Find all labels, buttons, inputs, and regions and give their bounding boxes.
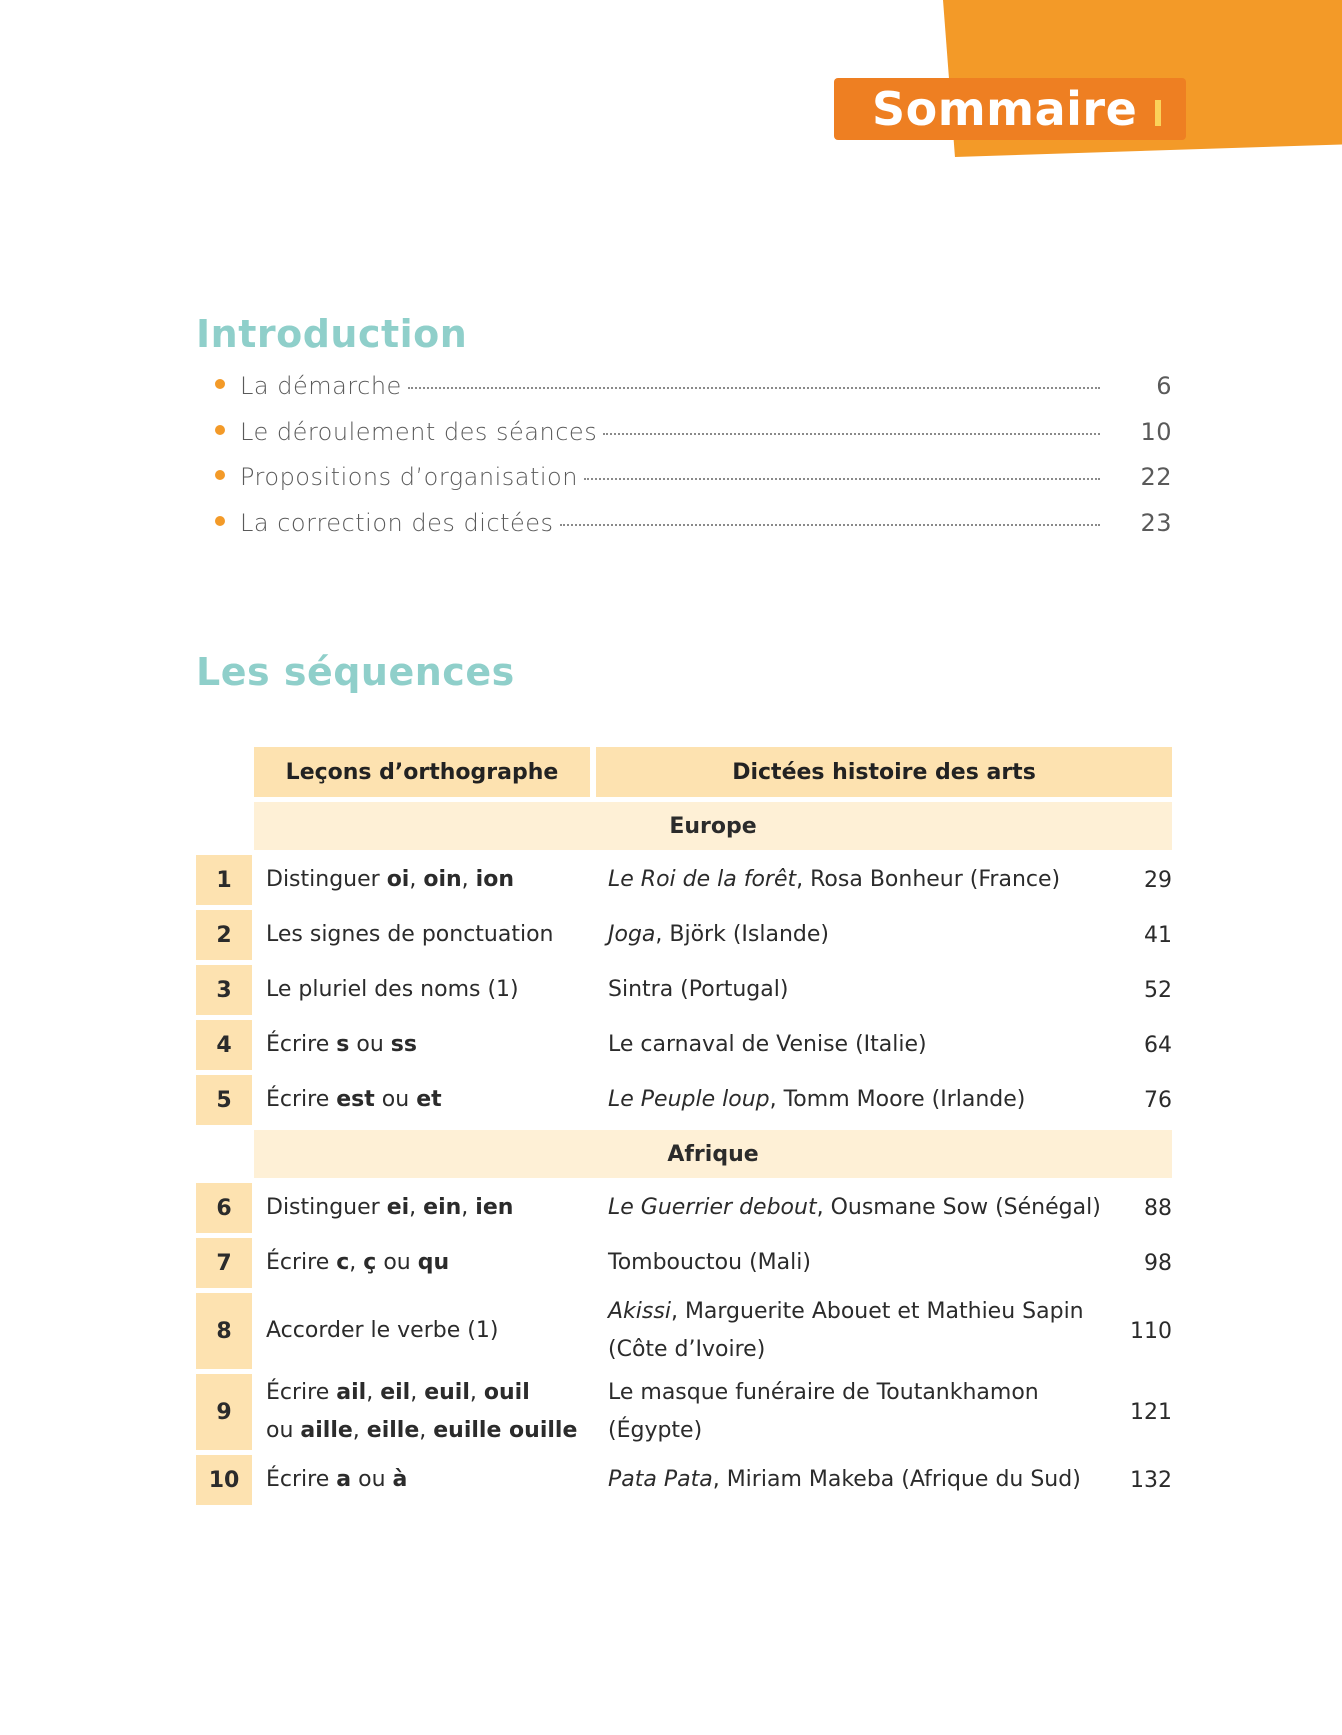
region-label: Europe <box>254 802 1172 850</box>
sequence-number: 10 <box>196 1455 254 1505</box>
table-row[interactable] <box>196 1020 1172 1070</box>
lesson-cell: Distinguer ei, ein, ien <box>266 1195 514 1220</box>
intro-item-page: 22 <box>1140 463 1172 491</box>
lesson-cell: Accorder le verbe (1) <box>266 1318 499 1343</box>
page-number: 52 <box>1144 977 1172 1003</box>
dot-leader <box>603 433 1100 435</box>
intro-item-page: 10 <box>1140 417 1172 446</box>
dictee-cell: Pata Pata, Miriam Makeba (Afrique du Sud) <box>608 1467 1081 1492</box>
lesson-cell: Distinguer oi, oin, ion <box>266 867 514 892</box>
sequences-table <box>196 742 1172 1510</box>
intro-item[interactable] <box>196 372 1172 418</box>
table-row[interactable] <box>196 1293 1172 1369</box>
intro-item-label: Le déroulement des séances <box>240 417 598 446</box>
dictee-cell: Le Peuple loup, Tomm Moore (Irlande) <box>608 1087 1026 1112</box>
dictee-cell: Tombouctou (Mali) <box>608 1250 811 1275</box>
sequence-number: 9 <box>196 1374 254 1450</box>
dot-leader <box>408 387 1100 389</box>
intro-item[interactable] <box>196 509 1172 555</box>
header-banner <box>834 78 1186 140</box>
page-number: 88 <box>1144 1195 1172 1221</box>
dictee-cell: Le Roi de la forêt, Rosa Bonheur (France) <box>608 867 1061 892</box>
lesson-cell: Écrire c, ç ou qu <box>266 1250 450 1275</box>
region-row <box>196 1130 1172 1178</box>
table-row[interactable] <box>196 1374 1172 1450</box>
page-number: 121 <box>1130 1399 1172 1425</box>
sequence-number: 6 <box>196 1183 254 1233</box>
table-row[interactable] <box>196 1455 1172 1505</box>
column-header-lessons: Leçons d’orthographe <box>254 747 596 797</box>
sequence-number: 3 <box>196 965 254 1015</box>
title-accent-bar <box>1155 100 1161 126</box>
table-header-row <box>196 747 1172 797</box>
dictee-cell: Le carnaval de Venise (Italie) <box>608 1032 927 1057</box>
table-row[interactable] <box>196 965 1172 1015</box>
bullet-icon <box>215 470 225 480</box>
lesson-cell: Écrire a ou à <box>266 1467 408 1492</box>
column-header-dictations: Dictées histoire des arts <box>596 747 1172 797</box>
dot-leader <box>560 524 1100 526</box>
dictee-cell: Le masque funéraire de Toutankhamon (Égypte) <box>608 1380 1039 1443</box>
bullet-icon <box>215 379 225 389</box>
page-number: 41 <box>1144 922 1172 948</box>
lesson-cell: Les signes de ponctuation <box>266 922 554 947</box>
introduction-list <box>196 372 1172 554</box>
intro-item-label: La démarche <box>240 372 402 400</box>
intro-item[interactable] <box>196 463 1172 509</box>
dictee-cell: Sintra (Portugal) <box>608 977 789 1002</box>
table-row[interactable] <box>196 1183 1172 1233</box>
dictee-cell: Le Guerrier debout, Ousmane Sow (Sénégal) <box>608 1195 1101 1220</box>
intro-item[interactable] <box>196 418 1172 464</box>
sequence-number: 8 <box>196 1293 254 1369</box>
table-row[interactable] <box>196 855 1172 905</box>
table-row[interactable] <box>196 910 1172 960</box>
bullet-icon <box>215 516 225 526</box>
lesson-cell: Écrire ail, eil, euil, ouil ou aille, eille, euille ouille <box>266 1380 578 1443</box>
page-number: 76 <box>1144 1087 1172 1113</box>
intro-item-page: 6 <box>1156 372 1172 400</box>
sequences-title: Les séquences <box>196 650 515 694</box>
table-row[interactable] <box>196 1075 1172 1125</box>
region-label: Afrique <box>254 1130 1172 1178</box>
page-number: 132 <box>1130 1467 1172 1493</box>
intro-item-page: 23 <box>1140 508 1172 537</box>
dictee-cell: Akissi, Marguerite Abouet et Mathieu Sapin (Côte d’Ivoire) <box>608 1299 1084 1362</box>
dictee-cell: Joga, Björk (Islande) <box>608 922 829 947</box>
sequence-number: 1 <box>196 855 254 905</box>
page-number: 64 <box>1144 1032 1172 1058</box>
dot-leader <box>584 478 1100 480</box>
intro-item-label: La correction des dictées <box>240 508 554 537</box>
lesson-cell: Écrire est ou et <box>266 1087 442 1112</box>
lesson-cell: Écrire s ou ss <box>266 1032 417 1057</box>
page-number: 110 <box>1130 1318 1172 1344</box>
sequence-number: 4 <box>196 1020 254 1070</box>
region-row <box>196 802 1172 850</box>
sequence-number: 2 <box>196 910 254 960</box>
sequence-number: 7 <box>196 1238 254 1288</box>
intro-item-label: Propositions d’organisation <box>240 463 578 491</box>
page-number: 98 <box>1144 1250 1172 1276</box>
page-title: Sommaire <box>872 82 1138 136</box>
sequence-number: 5 <box>196 1075 254 1125</box>
lesson-cell: Le pluriel des noms (1) <box>266 977 519 1002</box>
table-row[interactable] <box>196 1238 1172 1288</box>
bullet-icon <box>215 425 225 435</box>
introduction-title: Introduction <box>196 312 468 356</box>
page-number: 29 <box>1144 867 1172 893</box>
